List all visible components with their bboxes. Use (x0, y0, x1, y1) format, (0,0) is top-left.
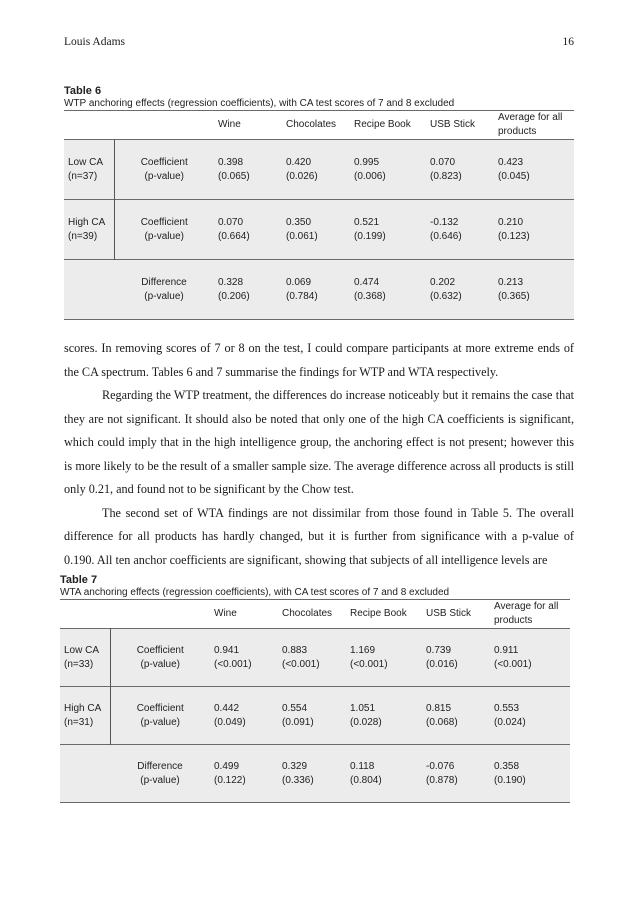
table-row (64, 260, 574, 320)
value-cell (210, 629, 278, 687)
coefficient: 0.213 (498, 276, 524, 288)
coefficient: 0.328 (218, 276, 244, 288)
coefficient: 0.911 (494, 644, 519, 656)
group-n: (n=39) (68, 230, 98, 242)
table-row (64, 200, 574, 260)
p-value: (0.199) (354, 230, 386, 242)
column-header: Wine (214, 608, 237, 619)
value-cell (282, 140, 350, 200)
row-label-cell (110, 687, 210, 745)
p-value: (<0.001) (494, 658, 532, 670)
paragraph: The second set of WTA findings are not dissimilar from those found in Table 5. The overall difference for all products has hardly changed, but it is further from significance with a p-value of 0.190. All ten anchor coefficients are significant, showing that subjects of all intelligence levels are (64, 505, 574, 567)
p-value: (0.049) (214, 716, 246, 728)
p-value: (0.336) (282, 774, 314, 786)
column-header: Wine (218, 119, 241, 130)
coefficient: 1.169 (350, 644, 376, 656)
table-row (60, 629, 570, 687)
value-cell (278, 687, 346, 745)
value-cell (346, 687, 422, 745)
page-header (64, 36, 574, 52)
column-header: USB Stick (430, 119, 476, 130)
p-value: (0.123) (498, 230, 530, 242)
coefficient: 0.941 (214, 644, 240, 656)
row-sublabel: (p-value) (144, 230, 184, 242)
coefficient: 0.398 (218, 156, 244, 168)
coefficient: 0.815 (426, 702, 452, 714)
row-sublabel: (p-value) (140, 658, 180, 670)
coefficient: 0.553 (494, 702, 520, 714)
p-value: (0.068) (426, 716, 458, 728)
row-label: Coefficient (140, 216, 188, 228)
value-cell (214, 260, 282, 320)
row-sublabel: (p-value) (144, 170, 184, 182)
paragraph: Regarding the WTP treatment, the differences do increase noticeably but it remains the case that they are not significant. It should also be noted that only one of the high CA coefficients is significant, which could imply that in the high intelligence group, the anchoring effect is not present; however this is more likely to be the result of a smaller sample size. The average difference across all products is still only 0.21, and found not to be significant by the Chow test. (64, 388, 574, 496)
value-cell (490, 687, 570, 745)
row-sublabel: (p-value) (140, 716, 180, 728)
column-header: USB Stick (426, 608, 472, 619)
p-value: (0.122) (214, 774, 246, 786)
value-cell (282, 200, 350, 260)
coefficient: 0.350 (286, 216, 312, 228)
column-header: Chocolates (286, 119, 337, 130)
value-cell (214, 140, 282, 200)
coefficient: 1.051 (350, 702, 376, 714)
p-value: (0.190) (494, 774, 526, 786)
row-label: Coefficient (140, 156, 188, 168)
p-value: (0.061) (286, 230, 318, 242)
p-value: (0.028) (350, 716, 382, 728)
value-cell (494, 140, 574, 200)
p-value: (<0.001) (282, 658, 320, 670)
column-header: Average for all products (498, 112, 563, 137)
coefficient: 0.554 (282, 702, 308, 714)
row-group-cell (64, 260, 114, 320)
coefficient: 0.521 (354, 216, 380, 228)
p-value: (<0.001) (350, 658, 388, 670)
table-title: Table 7 (60, 574, 98, 586)
value-cell (346, 745, 422, 803)
row-sublabel: (p-value) (140, 774, 180, 786)
table-row (64, 140, 574, 200)
row-group-cell (60, 745, 110, 803)
table-header-row (60, 600, 570, 629)
row-label-cell (110, 745, 210, 803)
column-header: Chocolates (282, 608, 333, 619)
coefficient: -0.076 (426, 760, 455, 772)
coefficient: 0.474 (354, 276, 380, 288)
coefficient: 0.202 (430, 276, 456, 288)
p-value: (0.878) (426, 774, 458, 786)
p-value: (0.016) (426, 658, 458, 670)
row-group-cell (60, 629, 110, 687)
results-table (60, 599, 570, 803)
p-value: (0.045) (498, 170, 530, 182)
value-cell (490, 629, 570, 687)
coefficient: 0.420 (286, 156, 312, 168)
p-value: (0.823) (430, 170, 462, 182)
value-cell (350, 200, 426, 260)
p-value: (0.365) (498, 290, 530, 302)
row-label: Difference (141, 276, 187, 288)
row-label-cell (114, 140, 214, 200)
coefficient: 0.069 (286, 276, 312, 288)
value-cell (278, 745, 346, 803)
coefficient: 0.995 (354, 156, 380, 168)
p-value: (0.632) (430, 290, 462, 302)
table-row (60, 687, 570, 745)
value-cell (426, 140, 494, 200)
row-label-cell (110, 629, 210, 687)
author-name: Louis Adams (64, 36, 126, 48)
row-label: Difference (137, 760, 183, 772)
value-cell (422, 745, 490, 803)
coefficient: 0.739 (426, 644, 452, 656)
p-value: (0.026) (286, 170, 318, 182)
p-value: (0.368) (354, 290, 386, 302)
p-value: (0.024) (494, 716, 526, 728)
page-number: 16 (562, 36, 574, 48)
group-n: (n=31) (64, 716, 94, 728)
value-cell (426, 200, 494, 260)
column-header: Recipe Book (350, 608, 407, 619)
row-group-cell (64, 200, 114, 260)
table-caption: WTP anchoring effects (regression coefficients), with CA test scores of 7 and 8 excluded (64, 98, 455, 109)
coefficient: 0.499 (214, 760, 240, 772)
coefficient: 0.118 (350, 760, 375, 772)
table-6 (64, 85, 574, 320)
p-value: (0.646) (430, 230, 462, 242)
coefficient: 0.070 (218, 216, 244, 228)
row-label-cell (114, 260, 214, 320)
value-cell (422, 629, 490, 687)
value-cell (490, 745, 570, 803)
value-cell (210, 687, 278, 745)
value-cell (422, 687, 490, 745)
column-header: Average for all products (494, 601, 559, 626)
group-n: (n=33) (64, 658, 94, 670)
coefficient: -0.132 (430, 216, 459, 228)
group-n: (n=37) (68, 170, 98, 182)
table-title: Table 6 (64, 85, 102, 97)
p-value: (0.784) (286, 290, 318, 302)
row-label: Coefficient (136, 644, 184, 656)
table-7 (60, 574, 570, 803)
paragraph: scores. In removing scores of 7 or 8 on the test, I could compare participants at more extreme ends of the CA spectrum. Tables 6 and 7 summarise the findings for WTP and WTA respectively. (64, 341, 574, 379)
value-cell (278, 629, 346, 687)
value-cell (494, 260, 574, 320)
row-sublabel: (p-value) (144, 290, 184, 302)
table-caption: WTA anchoring effects (regression coefficients), with CA test scores of 7 and 8 excluded (60, 587, 450, 598)
value-cell (494, 200, 574, 260)
group-label: High CA (64, 702, 102, 714)
table-row (60, 745, 570, 803)
row-group-cell (64, 140, 114, 200)
p-value: (<0.001) (214, 658, 252, 670)
coefficient: 0.210 (498, 216, 524, 228)
value-cell (210, 745, 278, 803)
p-value: (0.664) (218, 230, 250, 242)
p-value: (0.804) (350, 774, 382, 786)
value-cell (214, 200, 282, 260)
table-header-row (64, 111, 574, 140)
coefficient: 0.883 (282, 644, 308, 656)
row-label: Coefficient (136, 702, 184, 714)
coefficient: 0.329 (282, 760, 308, 772)
p-value: (0.006) (354, 170, 386, 182)
results-table (64, 110, 574, 320)
value-cell (350, 140, 426, 200)
column-header: Recipe Book (354, 119, 411, 130)
p-value: (0.206) (218, 290, 250, 302)
coefficient: 0.423 (498, 156, 524, 168)
group-label: Low CA (64, 644, 100, 656)
row-label-cell (114, 200, 214, 260)
p-value: (0.091) (282, 716, 314, 728)
value-cell (282, 260, 350, 320)
coefficient: 0.358 (494, 760, 520, 772)
value-cell (350, 260, 426, 320)
group-label: High CA (68, 216, 106, 228)
group-label: Low CA (68, 156, 104, 168)
coefficient: 0.442 (214, 702, 240, 714)
coefficient: 0.070 (430, 156, 456, 168)
p-value: (0.065) (218, 170, 250, 182)
value-cell (426, 260, 494, 320)
value-cell (346, 629, 422, 687)
row-group-cell (60, 687, 110, 745)
body-text (64, 337, 574, 572)
